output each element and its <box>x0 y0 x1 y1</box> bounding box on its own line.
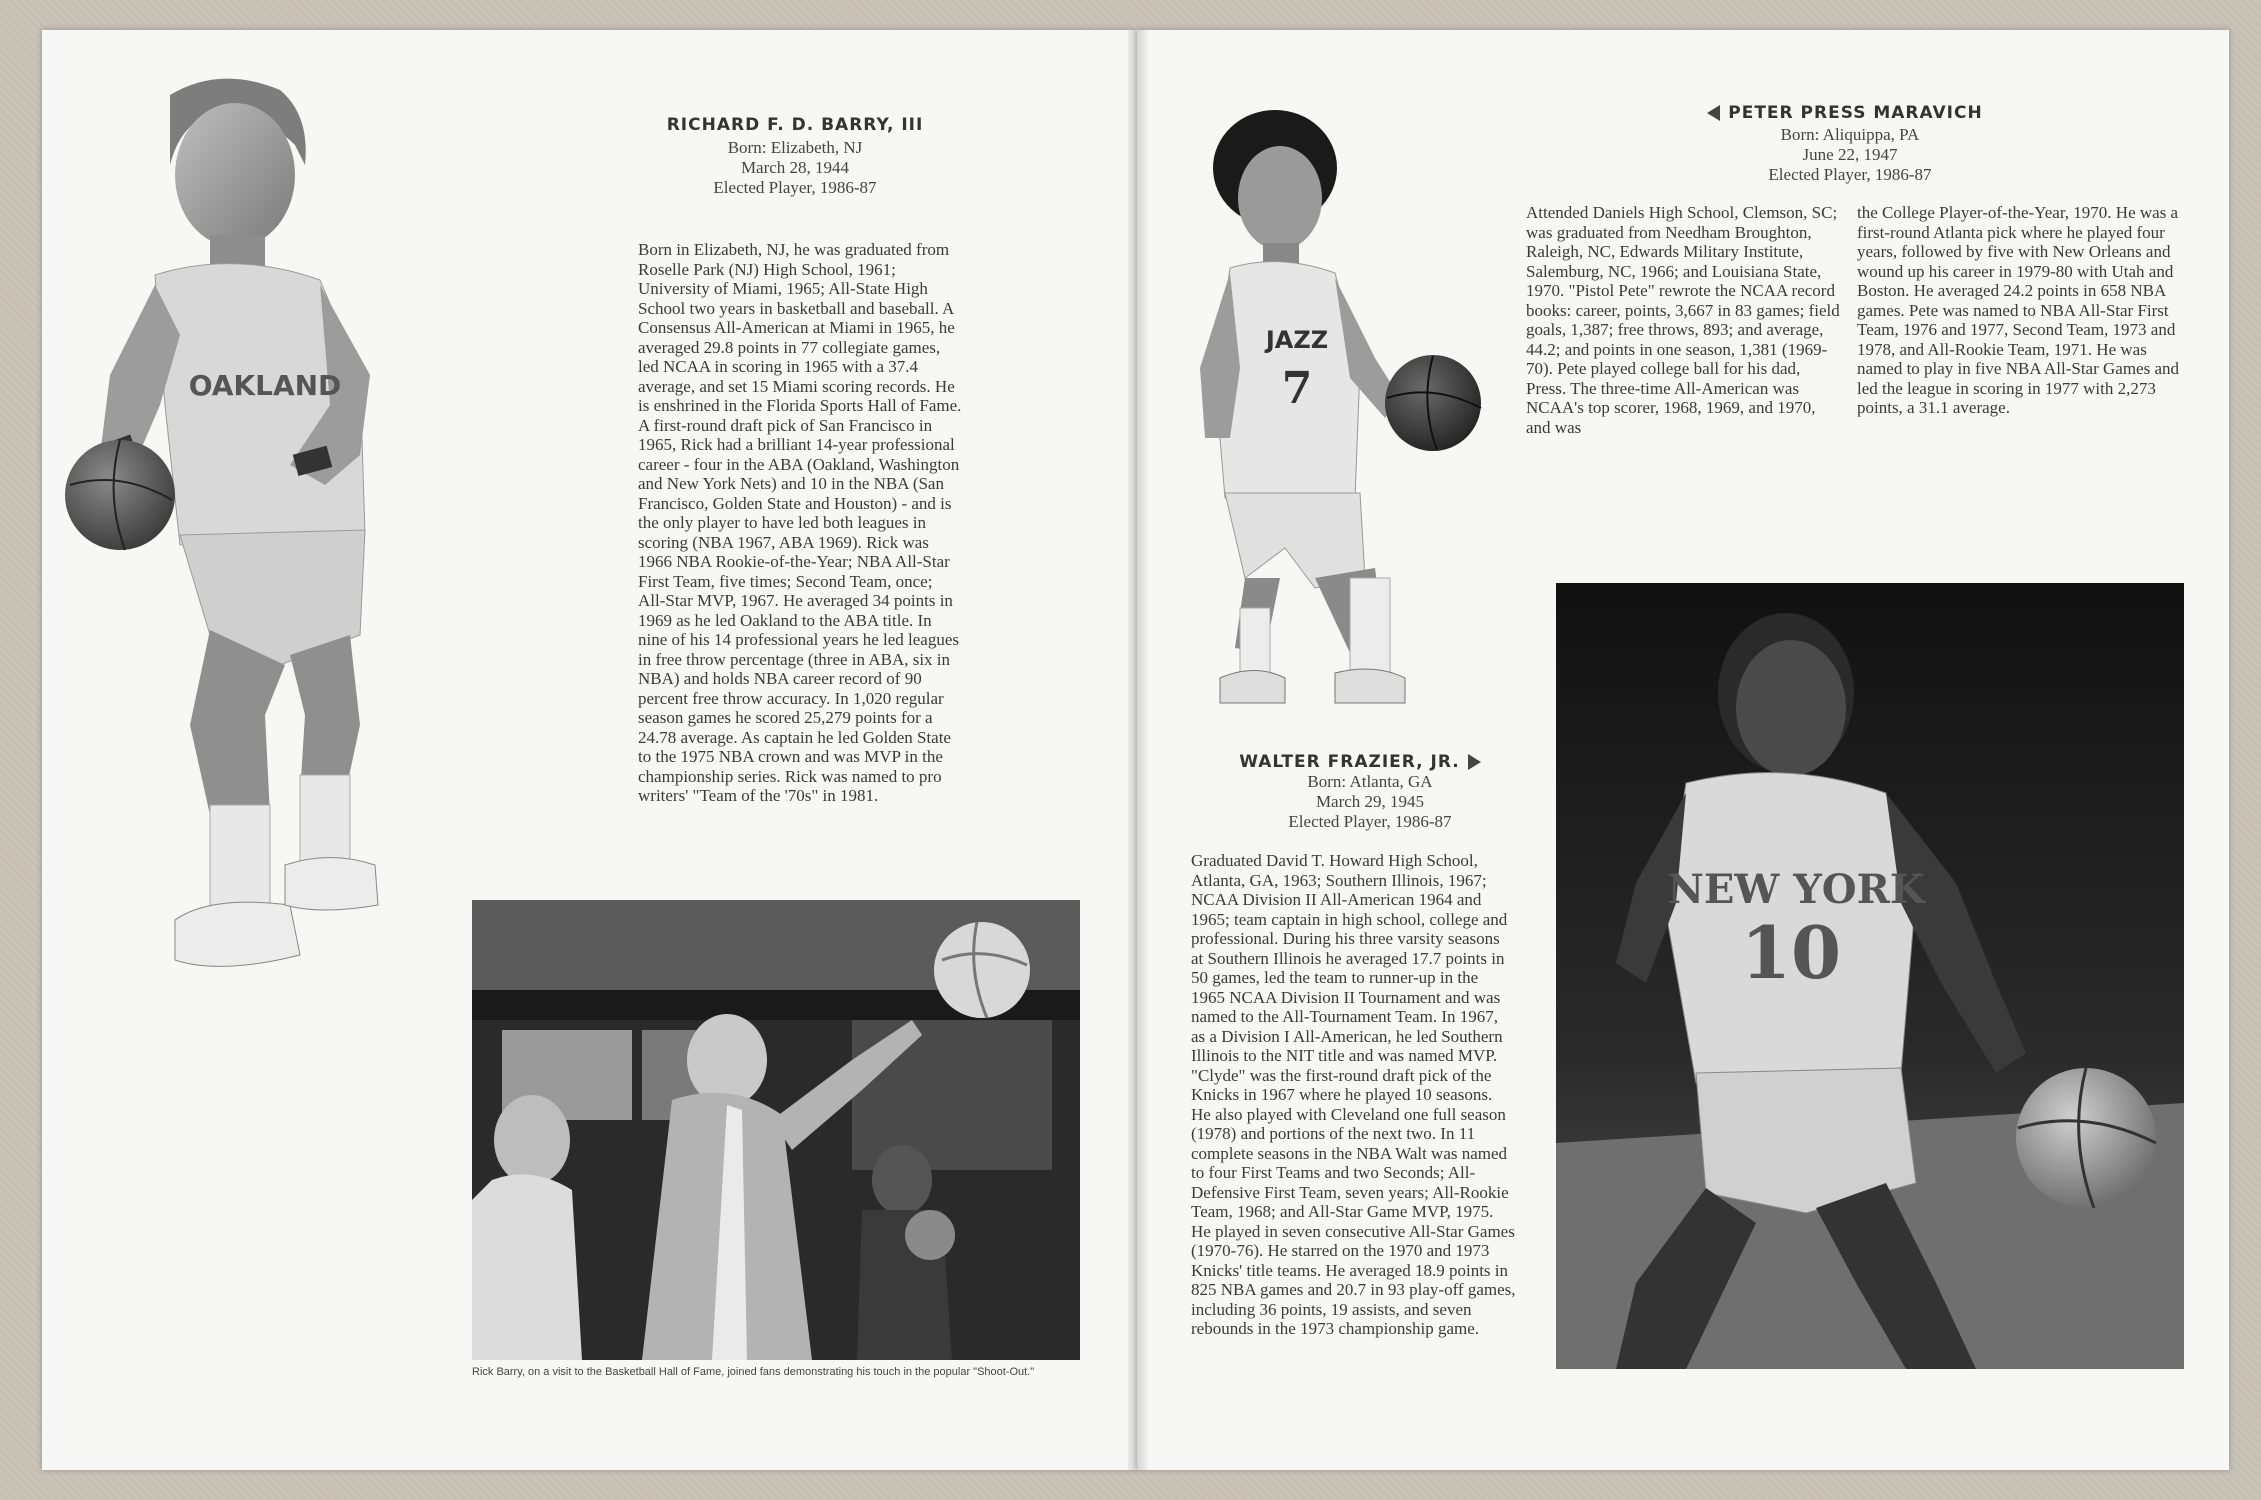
barry-hall-of-fame-photo <box>472 900 1080 1360</box>
barry-jersey-text: OAKLAND <box>188 369 342 402</box>
barry-date: March 28, 1944 <box>740 158 850 177</box>
maravich-cutout-photo <box>1185 108 1515 713</box>
frazier-jersey-team: NEW YORK <box>1667 866 1925 913</box>
maravich-bio-col1: Attended Daniels High School, Clemson, SC; was graduated from Needham Broughton, Raleigh, NC, Edwards Military Institute, Salemburg, NC, 1966; and Louisiana State, 1970. "Pistol Pete" rewrote the NCAA record books: career, points, 3,667 in 83 games; field goals, 1,387; free throws, 893; and average, 44.2; and points in one season, 1,381 (1969-70). Pete played college ball for his dad, Press. The three-time All-American was NCAA's top scorer, 1968, 1969, and 1970, and was <box>1526 203 1840 437</box>
maravich-born: Born: Aliquippa, PA <box>1780 125 1920 144</box>
frazier-bio: Graduated David T. Howard High School, Atlanta, GA, 1963; Southern Illinois, 1967; NCAA Division II All-American 1964 and 1965; team captain in high school, college and professional. During his three varsity seasons at Southern Illinois he averaged 17.7 points in 50 games, led the team to runner-up in the 1965 NCAA Division II Tournament and was named to the All-Tournament Team. In 1967, as a Division I All-American, he led Southern Illinois to the NIT title and was named MVP. "Clyde" was the first-round draft pick of the Knicks in 1967 where he played 10 seasons. He also played with Cleveland one full season (1978) and portions of the next two. In 11 complete seasons in the NBA Walt was named to four First Teams and two Seconds; All-Defensive First Team, seven years; All-Rookie Team, 1968; and All-Star Game MVP, 1975. He played in seven consecutive All-Star Games (1970-76). He starred on the 1970 and 1973 Knicks' title teams. He averaged 18.9 points in 825 NBA games and 20.7 in 93 play-off games, including 36 points, 19 assists, and seven rebounds in the 1973 championship game. <box>1191 851 1516 1338</box>
frazier-name-heading <box>1200 752 1520 772</box>
barry-elected: Elected Player, 1986-87 <box>713 178 877 197</box>
barry-photo-caption: Rick Barry, on a visit to the Basketball Hall of Fame, joined fans demonstrating his touch in the popular "Shoot-Out." <box>472 1366 1035 1378</box>
maravich-date: June 22, 1947 <box>1802 145 1898 164</box>
book-gutter <box>1128 30 1148 1470</box>
frazier-date: March 29, 1945 <box>1315 792 1425 811</box>
maravich-bio-col2: the College Player-of-the-Year, 1970. He was a first-round Atlanta pick where he played four years, followed by five with New Orleans and wound up his career in 1979-80 with Utah and Boston. He averaged 24.2 points in 658 NBA games. Pete was named to NBA All-Star First Team, 1976 and 1977, Second Team, 1973 and 1978, and All-Rookie Team, 1971. He was named to play in five NBA All-Star Games and led the league in scoring in 1977 with 2,273 points, a 31.1 average. <box>1857 203 2179 417</box>
maravich-meta <box>1680 125 2020 185</box>
left-arrow-icon <box>1707 105 1720 121</box>
maravich-name: PETER PRESS MARAVICH <box>1728 103 1983 123</box>
frazier-photo <box>1556 583 2184 1369</box>
barry-meta <box>600 138 990 198</box>
maravich-jersey-team: JAZZ <box>1265 326 1329 354</box>
right-arrow-icon <box>1468 754 1481 770</box>
barry-born: Born: Elizabeth, NJ <box>727 138 863 157</box>
frazier-name: WALTER FRAZIER, JR. <box>1239 752 1460 772</box>
frazier-elected: Elected Player, 1986-87 <box>1288 812 1452 831</box>
frazier-jersey-number: 10 <box>1740 910 1842 995</box>
frazier-meta <box>1200 772 1540 832</box>
maravich-jersey-number: 7 <box>1281 363 1313 414</box>
maravich-elected: Elected Player, 1986-87 <box>1768 165 1932 184</box>
barry-name-heading: RICHARD F. D. BARRY, III <box>666 115 924 135</box>
maravich-name-heading <box>1680 103 2010 123</box>
barry-cutout-photo <box>60 75 480 985</box>
frazier-born: Born: Atlanta, GA <box>1307 772 1433 791</box>
barry-bio: Born in Elizabeth, NJ, he was graduated from Roselle Park (NJ) High School, 1961; University of Miami, 1965; All-State High School two years in basketball and baseball. A Consensus All-American at Miami in 1965, he averaged 29.8 points in 77 collegiate games, led NCAA in scoring in 1965 with a 37.4 average, and set 15 Miami scoring records. He is enshrined in the Florida Sports Hall of Fame. A first-round draft pick of San Francisco in 1965, Rick had a brilliant 14-year professional career - four in the ABA (Oakland, Washington and New York Nets) and 10 in the NBA (San Francisco, Golden State and Houston) - and is the only player to have led both leagues in scoring (NBA 1967, ABA 1969). Rick was 1966 NBA Rookie-of-the-Year; NBA All-Star First Team, five times; Second Team, once; All-Star MVP, 1967. He averaged 34 points in 1969 as he led Oakland to the ABA title. In nine of his 14 professional years he led leagues in free throw percentage (three in ABA, six in NBA) and holds NBA career record of 90 percent free throw accuracy. In 1,020 regular season games he scored 25,279 points for a 24.78 average. As captain he led Golden State to the 1975 NBA crown and was MVP in the championship series. Rick was named to pro writers' "Team of the '70s" in 1981. <box>638 240 962 805</box>
